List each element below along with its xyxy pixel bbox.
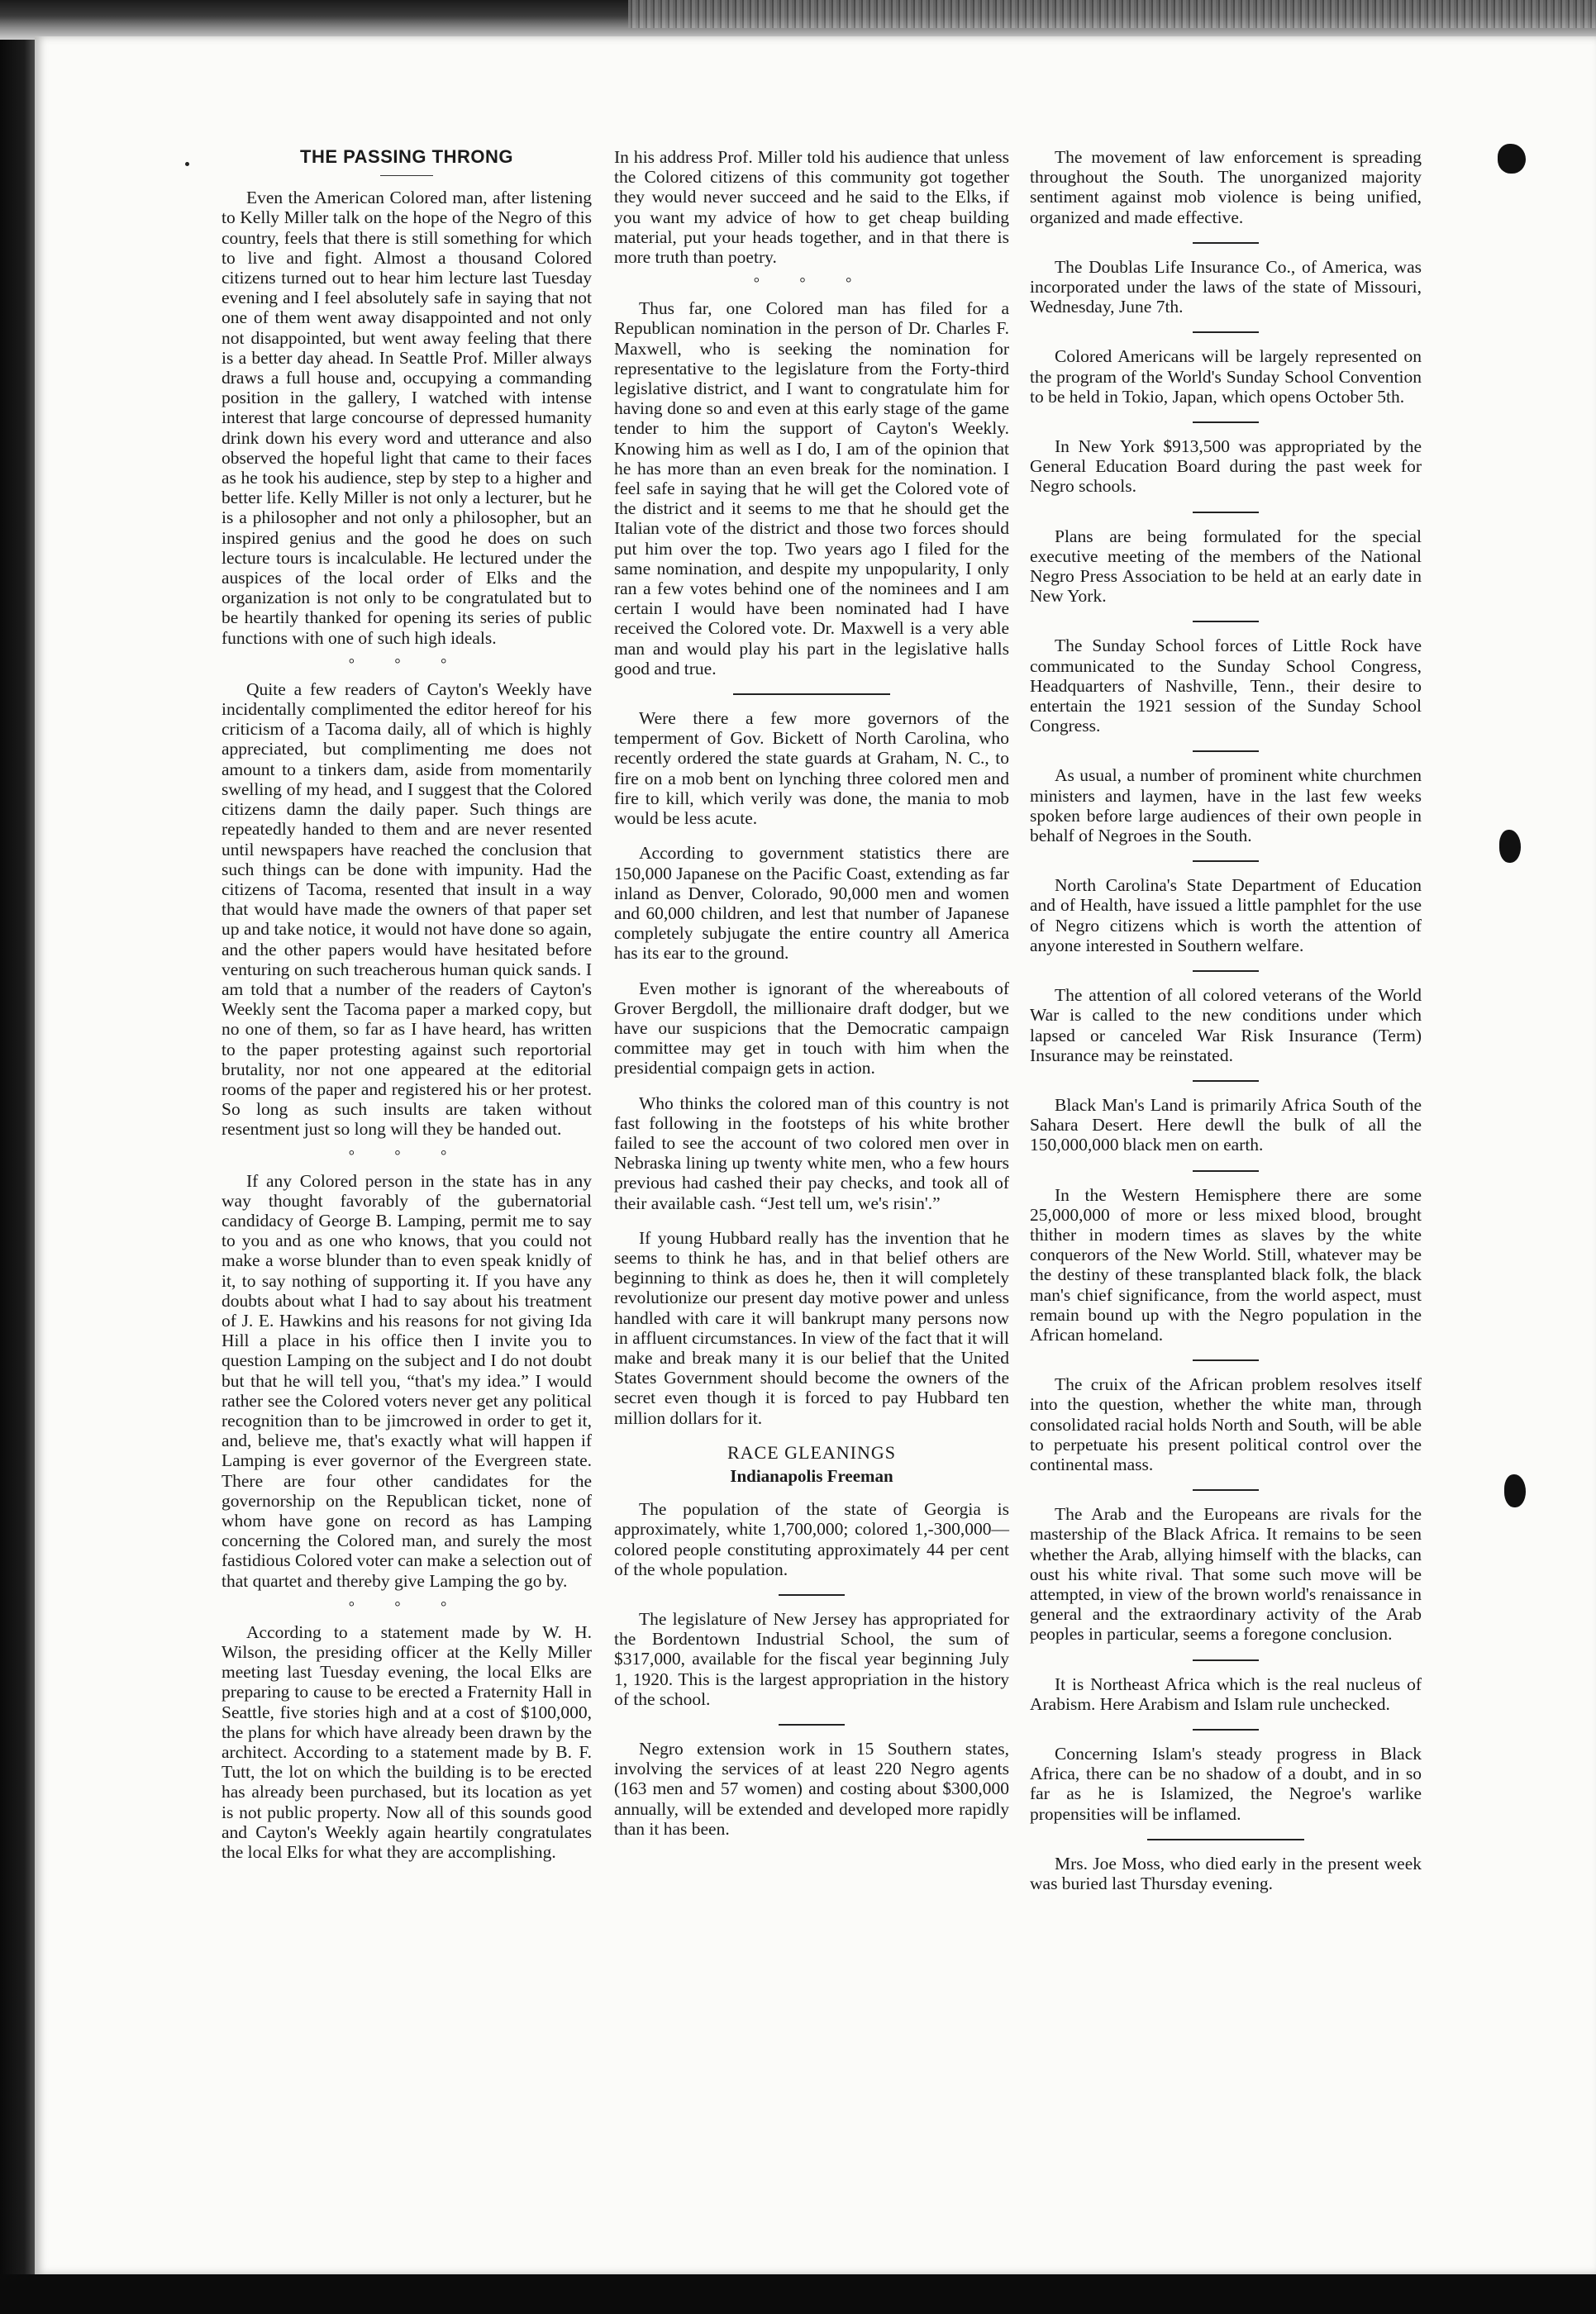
paragraph: The legislature of New Jersey has appropriated for the Bordentown Industrial School, the sum of $317,000, available for the fiscal year beginning July 1, 1920. This is the largest appropriation in the history of the school. [614, 1609, 1009, 1709]
divider [380, 175, 433, 176]
divider [1193, 242, 1259, 244]
divider [1193, 1489, 1259, 1491]
separator-dots: ° ° ° [348, 1146, 465, 1164]
divider [1193, 1080, 1259, 1082]
divider [1193, 421, 1259, 423]
paragraph: North Carolina's State Department of Education and of Health, have issued a little pamphlet for the use of Negro citizens which is worth the attention of anyone interested in Southern welfare. [1030, 875, 1422, 955]
scan-left-margin [0, 0, 35, 2314]
divider [1193, 1170, 1259, 1172]
divider [779, 1594, 845, 1596]
section-source: Indianapolis Freeman [730, 1465, 893, 1486]
paragraph: The population of the state of Georgia is approximately, white 1,700,000; colored 1,-300,000—colored people constituting approximately 44 per cent of the whole population. [614, 1499, 1009, 1579]
divider [733, 693, 890, 695]
paragraph: Thus far, one Colored man has filed for a Republican nomination in the person of Dr. Charles F. Maxwell, who is seeking the nomination for representative to the legislature from the Forty-third legislative district, and I want to congratulate him for having done so and even at this early stage of the game tender to him the support of Cayton's Weekly. Knowing him as well as I do, I am of the opinion that he has more than an even break for the nomination. I feel safe in saying that he will get the Colored vote of the district and it seems to me that he should get the Italian vote of the district and those two forces should put him over the top. Two years ago I filed for the same nomination, and despite my unpopularity, I only ran a few votes behind one of the nominees and I am certain I would have been nominated had I have received the Colored vote. Dr. Maxwell is a very able man and would play his part in the legislative halls good and true. [614, 298, 1009, 678]
paragraph: As usual, a number of prominent white churchmen ministers and laymen, have in the last few weeks spoken before large audiences of their own people in behalf of Negroes in the South. [1030, 765, 1422, 846]
divider [1193, 621, 1259, 622]
ink-speck [185, 162, 189, 166]
paragraph: Were there a few more governors of the temperment of Gov. Bickett of North Carolina, who recently ordered the state guards at Graham, N. C., to fire on a mob bent on lynching three colored men and fire to kill, which verily was done, the mania to mob would be less acute. [614, 708, 1009, 829]
divider [1147, 1839, 1304, 1840]
divider [1193, 750, 1259, 752]
paragraph: If young Hubbard really has the invention that he seems to think he has, and in that belief others are beginning to think as does he, then it will completely revolutionize our present day motive power and unless handled with care it will bankrupt many persons now in affluent circumstances. In view of the fact that it will make and break many it is our belief that the United States Government should become the owners of the secret even though it is forced to pay Hubbard ten million dollars for it. [614, 1227, 1009, 1428]
divider [1193, 1729, 1259, 1731]
punch-hole-icon [1498, 144, 1526, 174]
column-3 [1030, 147, 1422, 1908]
separator-dots: ° ° ° [348, 1597, 465, 1615]
punch-hole-icon [1499, 830, 1521, 863]
separator-dots: ° ° ° [753, 274, 870, 292]
paragraph: In his address Prof. Miller told his audience that unless the Colored citizens of this community got together they would never succeed and he said to the Elks, if you want my advice of how to get cheap building material, put your heads together, and in that there is more truth than poetry. [614, 147, 1009, 268]
divider [1193, 1359, 1259, 1361]
divider [1193, 512, 1259, 513]
paragraph: Negro extension work in 15 Southern states, involving the services of at least 220 Negro agents (163 men and 57 women) and costing about $300,000 annually, will be extended and developed more rapidly than it has been. [614, 1739, 1009, 1839]
paragraph: Concerning Islam's steady progress in Black Africa, there can be no shadow of a doubt, and in so far as he is Islamized, the Negroe's warlike propensities will be inflamed. [1030, 1743, 1422, 1824]
paragraph: If any Colored person in the state has in any way thought favorably of the gubernatorial candidacy of George B. Lamping, permit me to say to you and as one who knows, that you could not make a worse blunder than to even speak knidly of it, to say nothing of supporting it. If you have any doubts about what I had to say about his treatment of J. E. Hawkins and his reasons for not giving Ida Hill a place in his office then I invite you to question Lamping on the subject and I do not doubt but that he will tell you, “that's my idea.” I would rather see the Colored voters never get any political recognition than to be jimcrowed in order to get it, and, believe me, that's exactly what will happen if Lamping is ever governor of the Evergreen state. There are four other candidates for the governorship on the Republican ticket, none of whom have gone on record as has Lamping concerning the Colored man, and surely the most fastidious Colored voter can make a selection out of that quartet and thereby give Lamping the go by. [222, 1170, 592, 1591]
paragraph: Who thinks the colored man of this country is not fast following in the footsteps of his white brother failed to see the account of two colored men over in Nebraska lining up twenty white men, who a few hours previous had cashed their pay checks, and took all of their available cash. “Jest tell um, we's risin'.” [614, 1093, 1009, 1213]
paragraph: Mrs. Joe Moss, who died early in the present week was buried last Thursday evening. [1030, 1853, 1422, 1893]
paragraph: The Arab and the Europeans are rivals for the mastership of the Black Africa. It remains to be seen whether the Arab, allying himself with the blacks, can oust his white rival. That some such move will be attempted, in view of the brown world's renaissance in general and the extraordinary activity of the Arab peoples in particular, seems a foregone conclusion. [1030, 1504, 1422, 1645]
punch-hole-icon [1504, 1474, 1526, 1507]
paragraph: Black Man's Land is primarily Africa South of the Sahara Desert. Here dewll the bulk of all the 150,000,000 black men on earth. [1030, 1094, 1422, 1155]
paragraph: The Sunday School forces of Little Rock have communicated to the Sunday School Congress, Headquarters of Nashville, Tenn., their desire to entertain the 1921 session of the Sunday School Congress. [1030, 636, 1422, 736]
paragraph: In the Western Hemisphere there are some 25,000,000 of more or less mixed blood, brought thither in modern times as slaves by the white conquerors of the New World. Still, whatever may be the destiny of these transplanted black folk, the black man's chief significance, from the world aspect, must remain bound up with the Negro population in the African homeland. [1030, 1184, 1422, 1345]
divider [1193, 970, 1259, 972]
divider [1193, 1659, 1259, 1661]
paragraph: The movement of law enforcement is spreading throughout the South. The unorganized majority sentiment against mob violence is being unified, organized and made effective. [1030, 147, 1422, 227]
divider [1193, 860, 1259, 862]
separator-dots: ° ° ° [348, 655, 465, 672]
paragraph: The attention of all colored veterans of the World War is called to the new conditions under which lapsed or canceled War Risk Insurance (Term) Insurance may be reinstated. [1030, 985, 1422, 1065]
page-title: THE PASSING THRONG [300, 146, 513, 167]
paragraph: In New York $913,500 was appropriated by the General Education Board during the past week for Negro schools. [1030, 436, 1422, 497]
paragraph: It is Northeast Africa which is the real nucleus of Arabism. Here Arabism and Islam rule unchecked. [1030, 1674, 1422, 1714]
paragraph: Plans are being formulated for the special executive meeting of the members of the National Negro Press Association to be held at an early date in New York. [1030, 526, 1422, 607]
divider [1193, 331, 1259, 333]
paragraph: The Doublas Life Insurance Co., of America, was incorporated under the laws of the state of Missouri, Wednesday, June 7th. [1030, 256, 1422, 317]
section-title: RACE GLEANINGS [727, 1441, 897, 1463]
paragraph: Even mother is ignorant of the whereabouts of Grover Bergdoll, the millionaire draft dodger, but we have our suspicions that the Democratic campaign committee may get in touch with him when the presidential compaign gets in action. [614, 978, 1009, 1078]
paragraph: Colored Americans will be largely represented on the program of the World's Sunday School Convention to be held in Tokio, Japan, which opens October 5th. [1030, 346, 1422, 407]
column-2 [614, 147, 1009, 1854]
paragraph: According to a statement made by W. H. Wilson, the presiding officer at the Kelly Miller meeting last Tuesday evening, the local Elks are preparing to cause to be erected a Fraternity Hall in Seattle, five stories high and at a cost of $100,000, the plans for which have already been drawn by the architect. According to a statement made by B. F. Tutt, the lot on which the building is to be erected has already been purchased, but its location as yet is not public property. Now all of this sounds good and Cayton's Weekly again heartily congratulates the local Elks for what they are accomplishing. [222, 1621, 592, 1863]
scan-top-texture [628, 0, 1596, 28]
paragraph: Even the American Colored man, after listening to Kelly Miller talk on the hope of the Negro of this country, feels that there is still something for which to live and fight. Almost a thousand Colored citizens turned out to hear him lecture last Tuesday evening and I feel absolutely safe in saying that not one of them went away disappointed and not only not disappointed, but went away feeling that there is a better day ahead. In Seattle Prof. Miller always draws a full house and, occupying a commanding position in the gallery, I watched with intense interest that large concourse of depressed humanity drink down his every word and utterance and also observed the hopeful light that came to their faces as he took his audience, step by step to a higher and better life. Kelly Miller is not only a lecturer, but he is a philosopher and not only a philosopher, but an inspired genius and the good he does on such lecture tours is incalculable. He lectured under the auspices of the local order of Elks and the organization is not only to be congratulated but to be heartily thanked for opening its series of public functions with one of such high ideals. [222, 188, 592, 648]
divider [779, 1724, 845, 1726]
column-1 [222, 147, 592, 1877]
scan-bottom-edge [0, 2274, 1596, 2314]
paragraph: The cruix of the African problem resolves itself into the question, whether the white man, through consolidated racial holds North and South, will be able to perpetuate his present political control over the continental mass. [1030, 1374, 1422, 1474]
paragraph: According to government statistics there are 150,000 Japanese on the Pacific Coast, extending as far inland as Denver, Colorado, 90,000 men and women and 60,000 children, and lest that number of Japanese completely subjugate the entire country all America has its ear to the ground. [614, 843, 1009, 964]
paragraph: Quite a few readers of Cayton's Weekly have incidentally complimented the editor hereof for his criticism of a Tacoma daily, all of which is highly appreciated, but complimenting me does not amount to a tinkers dam, aside from momentarily swelling of my head, and I suggest that the Colored citizens damn the daily paper. Such things are repeatedly handed to them and are never resented until newspapers have reached the conclusion that such things can be done with impunity. Had the citizens of Tacoma, resented that insult in a way that would have made the owners of that paper set up and take notice, it would not have done so again, and the other papers would have hesitated before venturing on such treacherous human quick sands. I am told that a number of the readers of Cayton's Weekly sent the Tacoma paper a marked copy, but no one of them, so far as I have heard, has written to the paper protesting against such reportorial brutality, nor not one appeared at the editorial rooms of the paper and registered his or her protest. So long as such insults are taken without resentment just so long will they be handed out. [222, 678, 592, 1140]
